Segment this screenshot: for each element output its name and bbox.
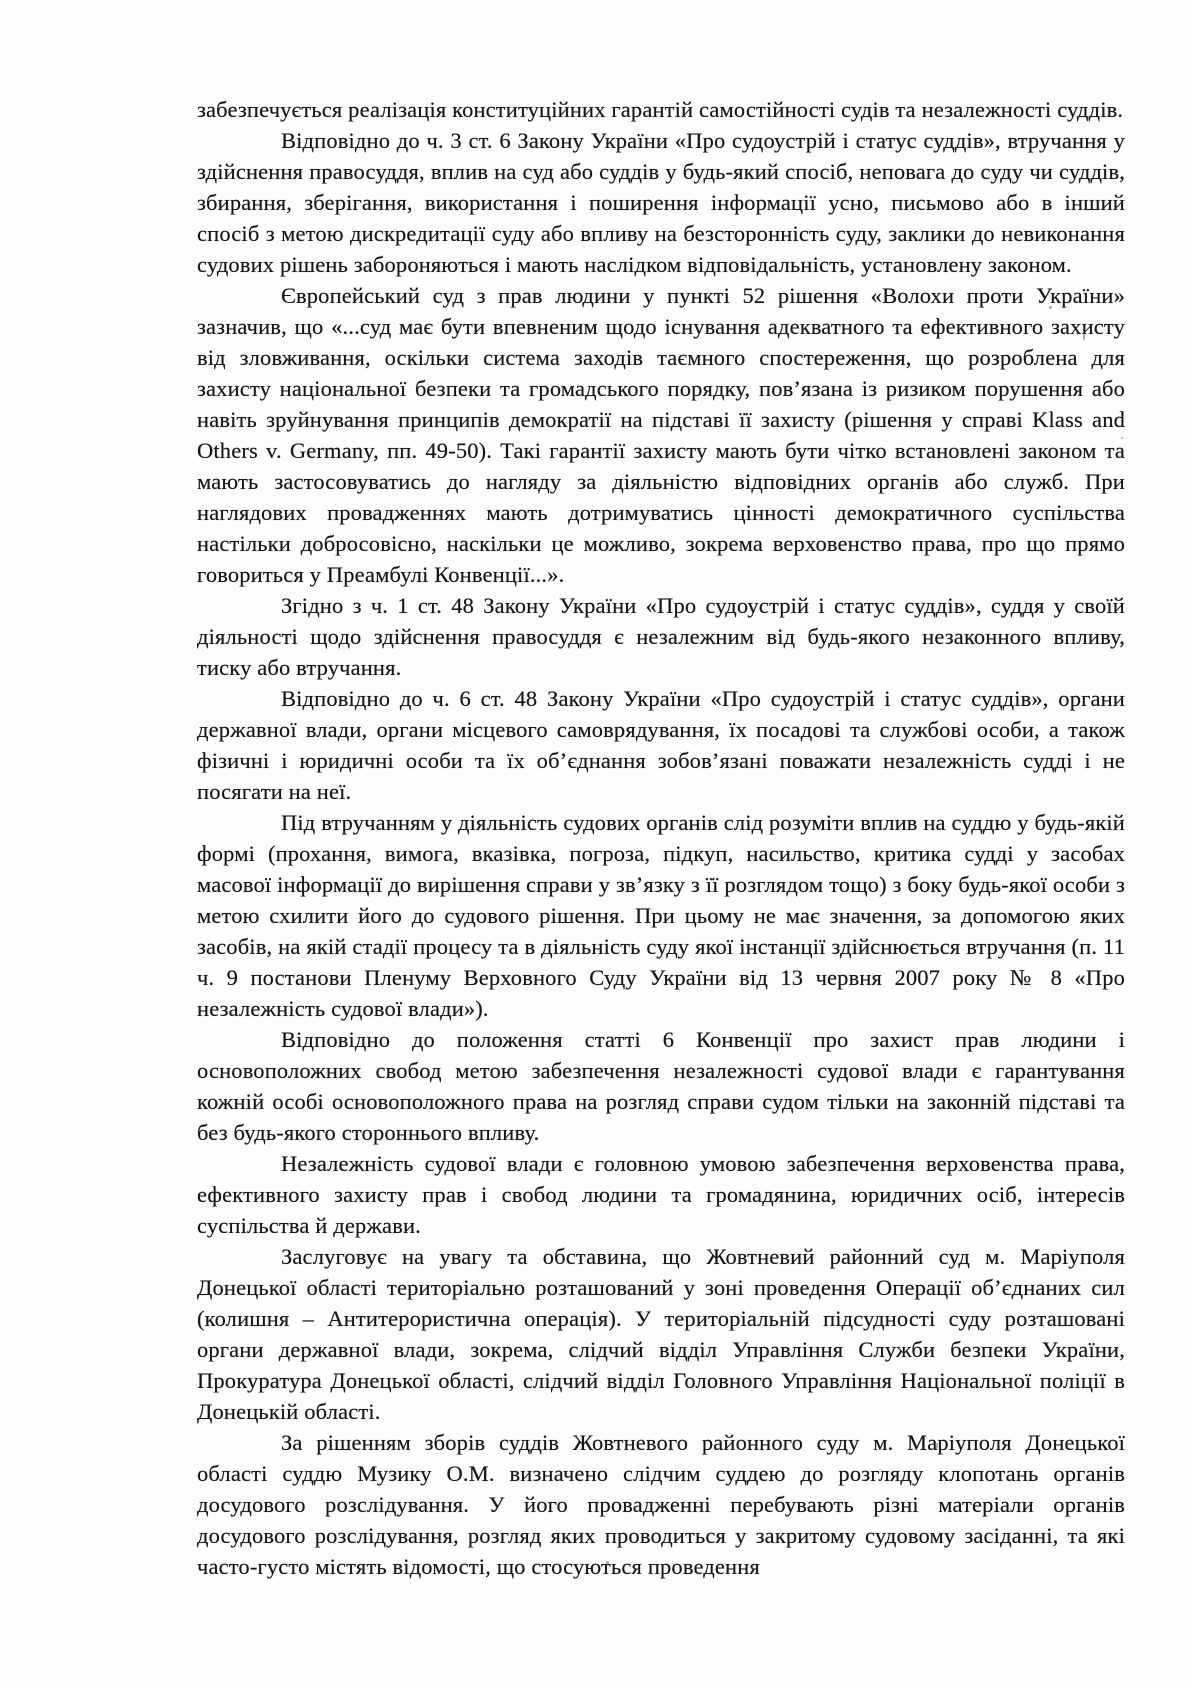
paragraph: Згідно з ч. 1 ст. 48 Закону України «Про судоустрій і статус суддів», суддя у своїй діяльності щодо здійснення правосуддя є незалежним від будь-якого незаконного впливу, тиску або втручання. <box>197 593 1125 680</box>
paragraph: Європейський суд з прав людини у пункті 52 рішення «Волохи проти України» зазначив, що «...суд має бути впевненим щодо існування адекватного та ефективного захисту від зловживання, оскільки система заходів таємного спостереження, що розроблена для захисту національної безпеки та громадського порядку, пов’язана із ризиком порушення або навіть зруйнування принципів демократії на підставі її захисту (рішення у справі Klass and Others v. Germany, пп. 49-50). Такі гарантії захисту мають бути чітко встановлені законом та мають застосовуватись до нагляду за діяльністю відповідних органів або служб. При наглядових провадженнях мають дотримуватись цінності демократичного суспільства настільки добросовісно, наскільки це можливо, зокрема верховенство права, про що прямо говориться у Преамбулі Конвенції...». <box>197 283 1125 587</box>
document-body <box>197 94 1125 1582</box>
scan-speck <box>606 1561 609 1564</box>
scan-speck <box>1083 334 1085 340</box>
scan-speck <box>1121 437 1123 439</box>
paragraph: Відповідно до положення статті 6 Конвенції про захист прав людини і основоположних свобод метою забезпечення незалежності судової влади є гарантування кожній особі основоположного права на розгляд справи судом тільки на законній підставі та без будь-якого стороннього впливу. <box>197 1027 1125 1145</box>
paragraph: Незалежність судової влади є головною умовою забезпечення верховенства права, ефективного захисту прав і свобод людини та громадянина, юридичних осіб, інтересів суспільства й держави. <box>197 1151 1125 1238</box>
scan-speck <box>1049 306 1052 309</box>
paragraph: забезпечується реалізація конституційних гарантій самостійності судів та незалежності суддів. <box>197 97 1124 122</box>
paragraph: Відповідно до ч. 3 ст. 6 Закону України «Про судоустрій і статус суддів», втручання у здійснення правосуддя, вплив на суд або суддів у будь-який спосіб, неповага до суду чи суддів, збирання, зберігання, використання і поширення інформації усно, письмово або в інший спосіб з метою дискредитації суду або впливу на безсторонність суду, заклики до невиконання судових рішень забороняються і мають наслідком відповідальність, установлену законом. <box>197 128 1125 277</box>
paragraph: Заслуговує на увагу та обставина, що Жовтневий районний суд м. Маріуполя Донецької області територіально розташований у зоні проведення Операції об’єднаних сил (колишня – Антитерористична операція). У територіальній підсудності суду розташовані органи державної влади, зокрема, слідчий відділ Управління Служби безпеки України, Прокуратура Донецької області, слідчий відділ Головного Управління Національної поліції в Донецькій області. <box>197 1244 1125 1424</box>
paragraph: За рішенням зборів суддів Жовтневого районного суду м. Маріуполя Донецької області суддю Музику О.М. визначено слідчим суддею до розгляду клопотань органів досудового розслідування. У його провадженні перебувають різні матеріали органів досудового розслідування, розгляд яких проводиться у закритому судовому засіданні, та які часто-густо містять відомості, що стосуються проведення <box>197 1430 1125 1579</box>
paragraph: Під втручанням у діяльність судових органів слід розуміти вплив на суддю у будь-якій формі (прохання, вимога, вказівка, погроза, підкуп, насильство, критика судді у засобах масової інформації до вирішення справи у зв’язку з її розглядом тощо) з боку будь-якої особи з метою схилити його до судового рішення. При цьому не має значення, за допомогою яких засобів, на якій стадії процесу та в діяльність суду якої інстанції здійснюється втручання (п. 11 ч. 9 постанови Пленуму Верховного Суду України від 13 червня 2007 року № 8 «Про незалежність судової влади»). <box>197 810 1125 1021</box>
paragraph: Відповідно до ч. 6 ст. 48 Закону України «Про судоустрій і статус суддів», органи державної влади, органи місцевого самоврядування, їх посадові та службові особи, а також фізичні і юридичні особи та їх об’єднання зобов’язані поважати незалежність судді і не посягати на неї. <box>197 686 1125 804</box>
